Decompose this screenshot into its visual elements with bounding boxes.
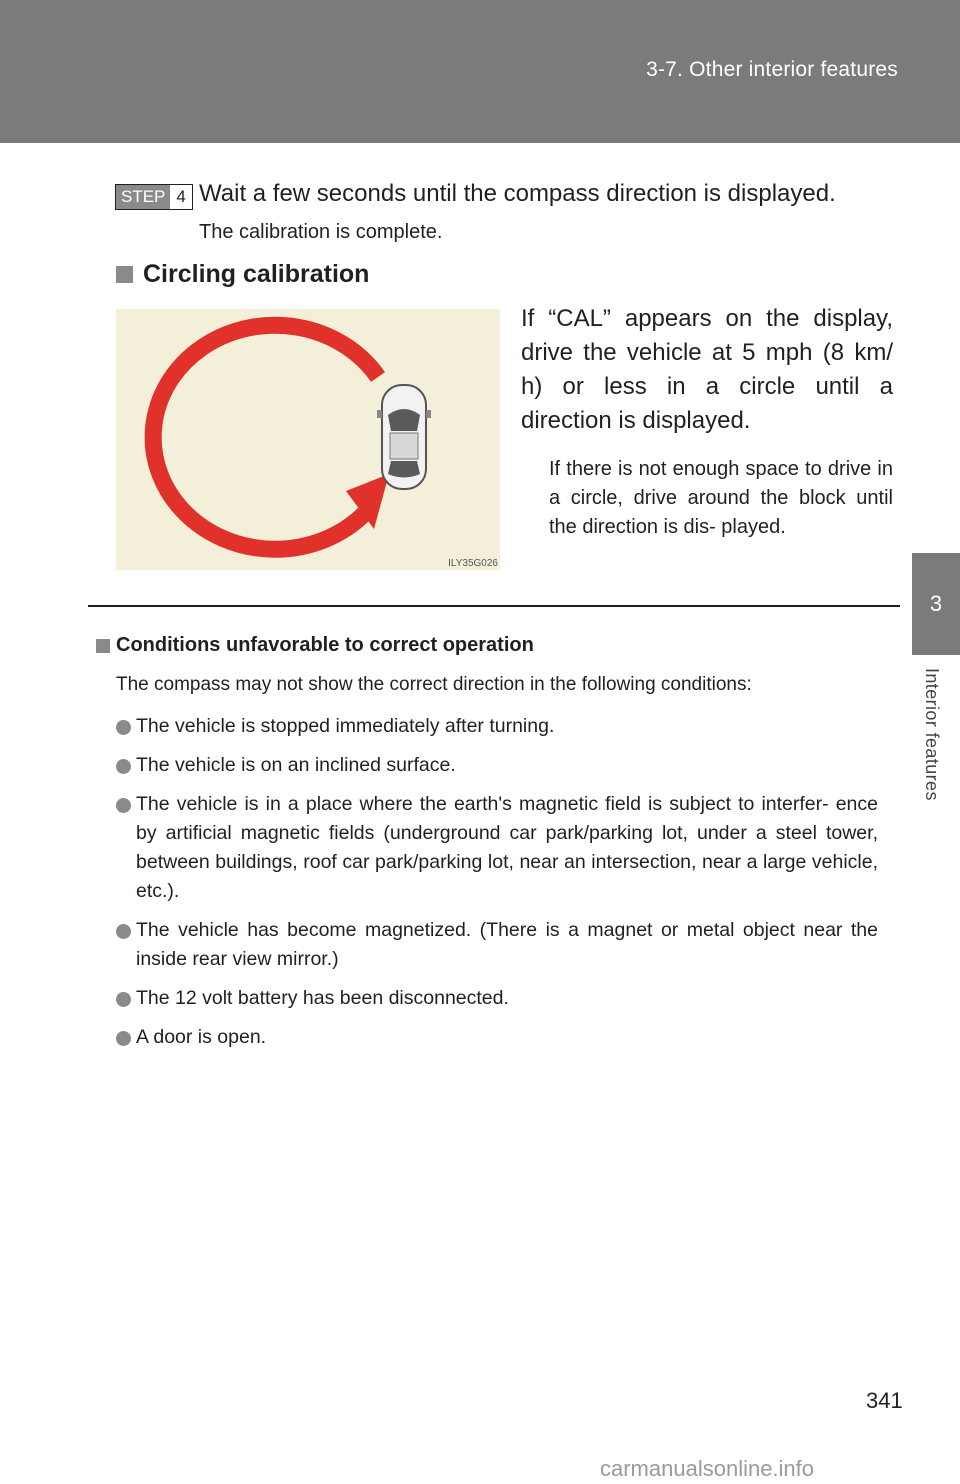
chapter-label: Interior features: [922, 668, 942, 801]
step-text: Wait a few seconds until the compass direction is displayed.: [199, 180, 836, 207]
step-number: 4: [170, 185, 191, 209]
conditions-list: [116, 712, 878, 1062]
circle-arrow-illustration: [116, 309, 500, 570]
chapter-tab: 3: [912, 553, 960, 655]
list-item: [116, 916, 878, 974]
figure-code: ILY35G026: [448, 558, 498, 569]
square-bullet-icon: [96, 639, 110, 653]
bullet-dot-icon: [116, 798, 131, 813]
section-title: 3-7. Other interior features: [646, 58, 898, 81]
page-number: 341: [866, 1388, 903, 1413]
bullet-dot-icon: [116, 720, 131, 735]
circling-note: If there is not enough space to drive in a circle, drive around the block until the direction is dis- played.: [549, 458, 893, 538]
conditions-heading: [96, 634, 534, 657]
list-item-text: The vehicle is in a place where the earth's magnetic field is subject to interfer- ence by artificial magnetic fields (underground car park/parking lot, under a steel tower, between buildings, roof car park/parking lot, near an intersection, near a large vehicle, etc.).: [136, 793, 878, 902]
list-item-text: The vehicle is on an inclined surface.: [136, 754, 456, 776]
bullet-dot-icon: [116, 992, 131, 1007]
list-item-text: A door is open.: [136, 1026, 267, 1048]
list-item: [116, 984, 878, 1013]
header-bar: [0, 0, 960, 143]
conditions-intro: The compass may not show the correct direction in the following conditions:: [116, 674, 752, 695]
bullet-dot-icon: [116, 759, 131, 774]
list-item: [116, 1023, 878, 1052]
list-item-text: The 12 volt battery has been disconnected.: [136, 987, 509, 1009]
watermark: carmanualsonline.info: [600, 1456, 815, 1481]
step-subtext: The calibration is complete.: [199, 221, 443, 243]
step-badge: [115, 184, 193, 210]
bullet-dot-icon: [116, 924, 131, 939]
list-item-text: The vehicle has become magnetized. (There is a magnet or metal object near the inside rear view mirror.): [136, 919, 878, 970]
bullet-dot-icon: [116, 1031, 131, 1046]
list-item: [116, 712, 878, 741]
list-item: [116, 751, 878, 780]
conditions-heading-text: Conditions unfavorable to correct operation: [116, 634, 534, 656]
circling-heading-text: Circling calibration: [143, 260, 370, 288]
circling-figure: [116, 309, 500, 570]
square-bullet-icon: [116, 266, 133, 283]
circling-description: If “CAL” appears on the display, drive the vehicle at 5 mph (8 km/ h) or less in a circle until a direction is displayed.: [521, 305, 893, 434]
car-top-view-icon: [377, 385, 431, 489]
list-item: [116, 790, 878, 906]
list-item-text: The vehicle is stopped immediately after turning.: [136, 715, 555, 737]
step-label: STEP: [116, 185, 170, 209]
section-divider: [88, 605, 900, 607]
red-circle-arrow: [153, 325, 378, 549]
circling-heading: [116, 260, 369, 289]
